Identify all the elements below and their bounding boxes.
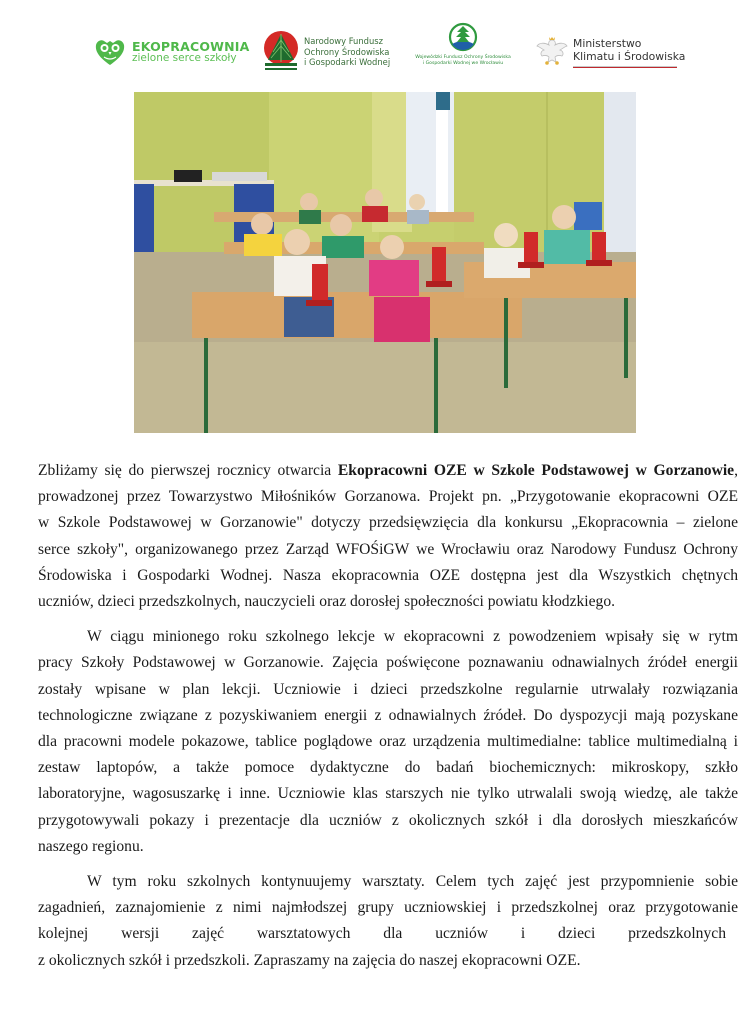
text-line: zostały wpisane w plan lekcji. Uczniowie i dzieci przedszkolne regularnie utrwalały rozwiązania <box>38 680 738 698</box>
text-line: zagadnień, zaznajomienie z nimi najmłodszej grupy uczniowskiej i przedszkolnej oraz przygotowanie <box>38 899 738 917</box>
white-eagle-emblem-icon <box>535 34 569 68</box>
ekopracownia-title: EKOPRACOWNIA <box>132 38 250 54</box>
paragraph-2 <box>38 624 738 860</box>
text-line: technologiczne związane z pozyskiwaniem energii z odnawialnych źródeł. Do dyspozycji mają pozyskane <box>38 706 738 724</box>
tree-globe-icon <box>446 22 480 52</box>
text-line: dla pracowni modele pokazowe, tablice poglądowe oraz urządzenia multimedialne: tablice multimedialną i <box>38 733 738 751</box>
flag-stripe <box>573 66 677 68</box>
text-line: uczniów, dzieci przedszkolnych, nauczycieli oraz dorosłej społeczności powiatu kłodzkiego. <box>38 593 616 611</box>
sponsor-logos <box>0 22 753 82</box>
wfosigw-logo <box>408 22 518 66</box>
wfosigw-line-2: i Gospodarki Wodnej we Wrocławiu <box>422 60 504 66</box>
text-line: laboratoryjne, wagosuszarkę i inne. Uczniowie klas starszych nie tylko utrwalali swoją wiedzę, ale także <box>38 785 738 803</box>
text-line: Zbliżamy się do pierwszej rocznicy otwarcia Ekopracowni OZE w Szkole Podstawowej w Gorzanowie, <box>38 462 738 479</box>
ministerstwo-line-1: Ministerstwo <box>573 37 642 51</box>
paragraph-3 <box>38 869 738 974</box>
project-name-bold: Ekopracowni OZE w Szkole Podstawowej w Gorzanowie <box>337 462 735 479</box>
nfosigw-line-3: i Gospodarki Wodnej <box>304 57 391 68</box>
nfosigw-logo <box>262 30 390 74</box>
tree-sun-icon <box>262 30 300 74</box>
classroom-photo <box>134 92 636 433</box>
text-line: w Szkole Podstawowej w Gorzanowie" dotyczy przedsięwzięcia dla konkursu „Ekopracownia – zielone <box>38 514 738 532</box>
ekopracownia-subtitle: zielone serce szkoły <box>132 52 237 65</box>
text-line: przygotowywali pokazy i prezentacje dla uczniów z okolicznych szkół i dla dorosłych mieszkańców <box>38 811 738 829</box>
ministerstwo-logo <box>535 34 685 68</box>
text-line: W ciągu minionego roku szkolnego lekcje w ekopracowni z powodzeniem wpisały się w rytm <box>87 628 738 646</box>
text-line: zestaw laptopów, a także pomoce dydaktyczne do badań biochemicznych: mikroskopy, szkło <box>38 759 738 777</box>
text-line: prowadzonej przez Towarzystwo Miłośników Gorzanowa. Projekt pn. „Przygotowanie ekopracowni OZE <box>38 488 738 506</box>
owl-heart-icon <box>94 38 126 66</box>
article-body <box>38 458 738 974</box>
ministerstwo-line-2: Klimatu i Środowiska <box>573 50 686 63</box>
text-line: Środowiska i Gospodarki Wodnej. Nasza ekopracownia OZE dostępna jest dla Wszystkich chętnych <box>38 566 738 584</box>
nfosigw-line-1: Narodowy Fundusz <box>304 36 384 47</box>
text-line: serce szkoły", organizowanego przez Zarząd WFOŚiGW we Wrocławiu oraz Narodowy Fundusz Ochrony <box>38 540 738 558</box>
wfosigw-line-1: Wojewódzki Fundusz Ochrony Środowiska <box>415 55 511 60</box>
ekopracownia-logo <box>94 38 250 66</box>
text-line: kolejnej wersji zajęć warsztatowych dla uczniów i dzieci przedszkolnych <box>38 925 726 943</box>
text-line: z okolicznych szkół i przedszkoli. Zapraszamy na zajęcia do naszej ekopracowni OZE. <box>38 951 581 969</box>
text-line: naszego regionu. <box>38 837 144 855</box>
text-line: W tym roku szkolnych kontynuujemy warsztaty. Celem tych zajęć jest przypomnienie sobie <box>87 873 738 891</box>
nfosigw-line-2: Ochrony Środowiska <box>304 46 390 57</box>
paragraph-1 <box>38 458 738 615</box>
text-line: pracy Szkoły Podstawowej w Gorzanowie. Zajęcia poświęcone poznawaniu odnawialnych źródeł energii <box>38 654 738 672</box>
